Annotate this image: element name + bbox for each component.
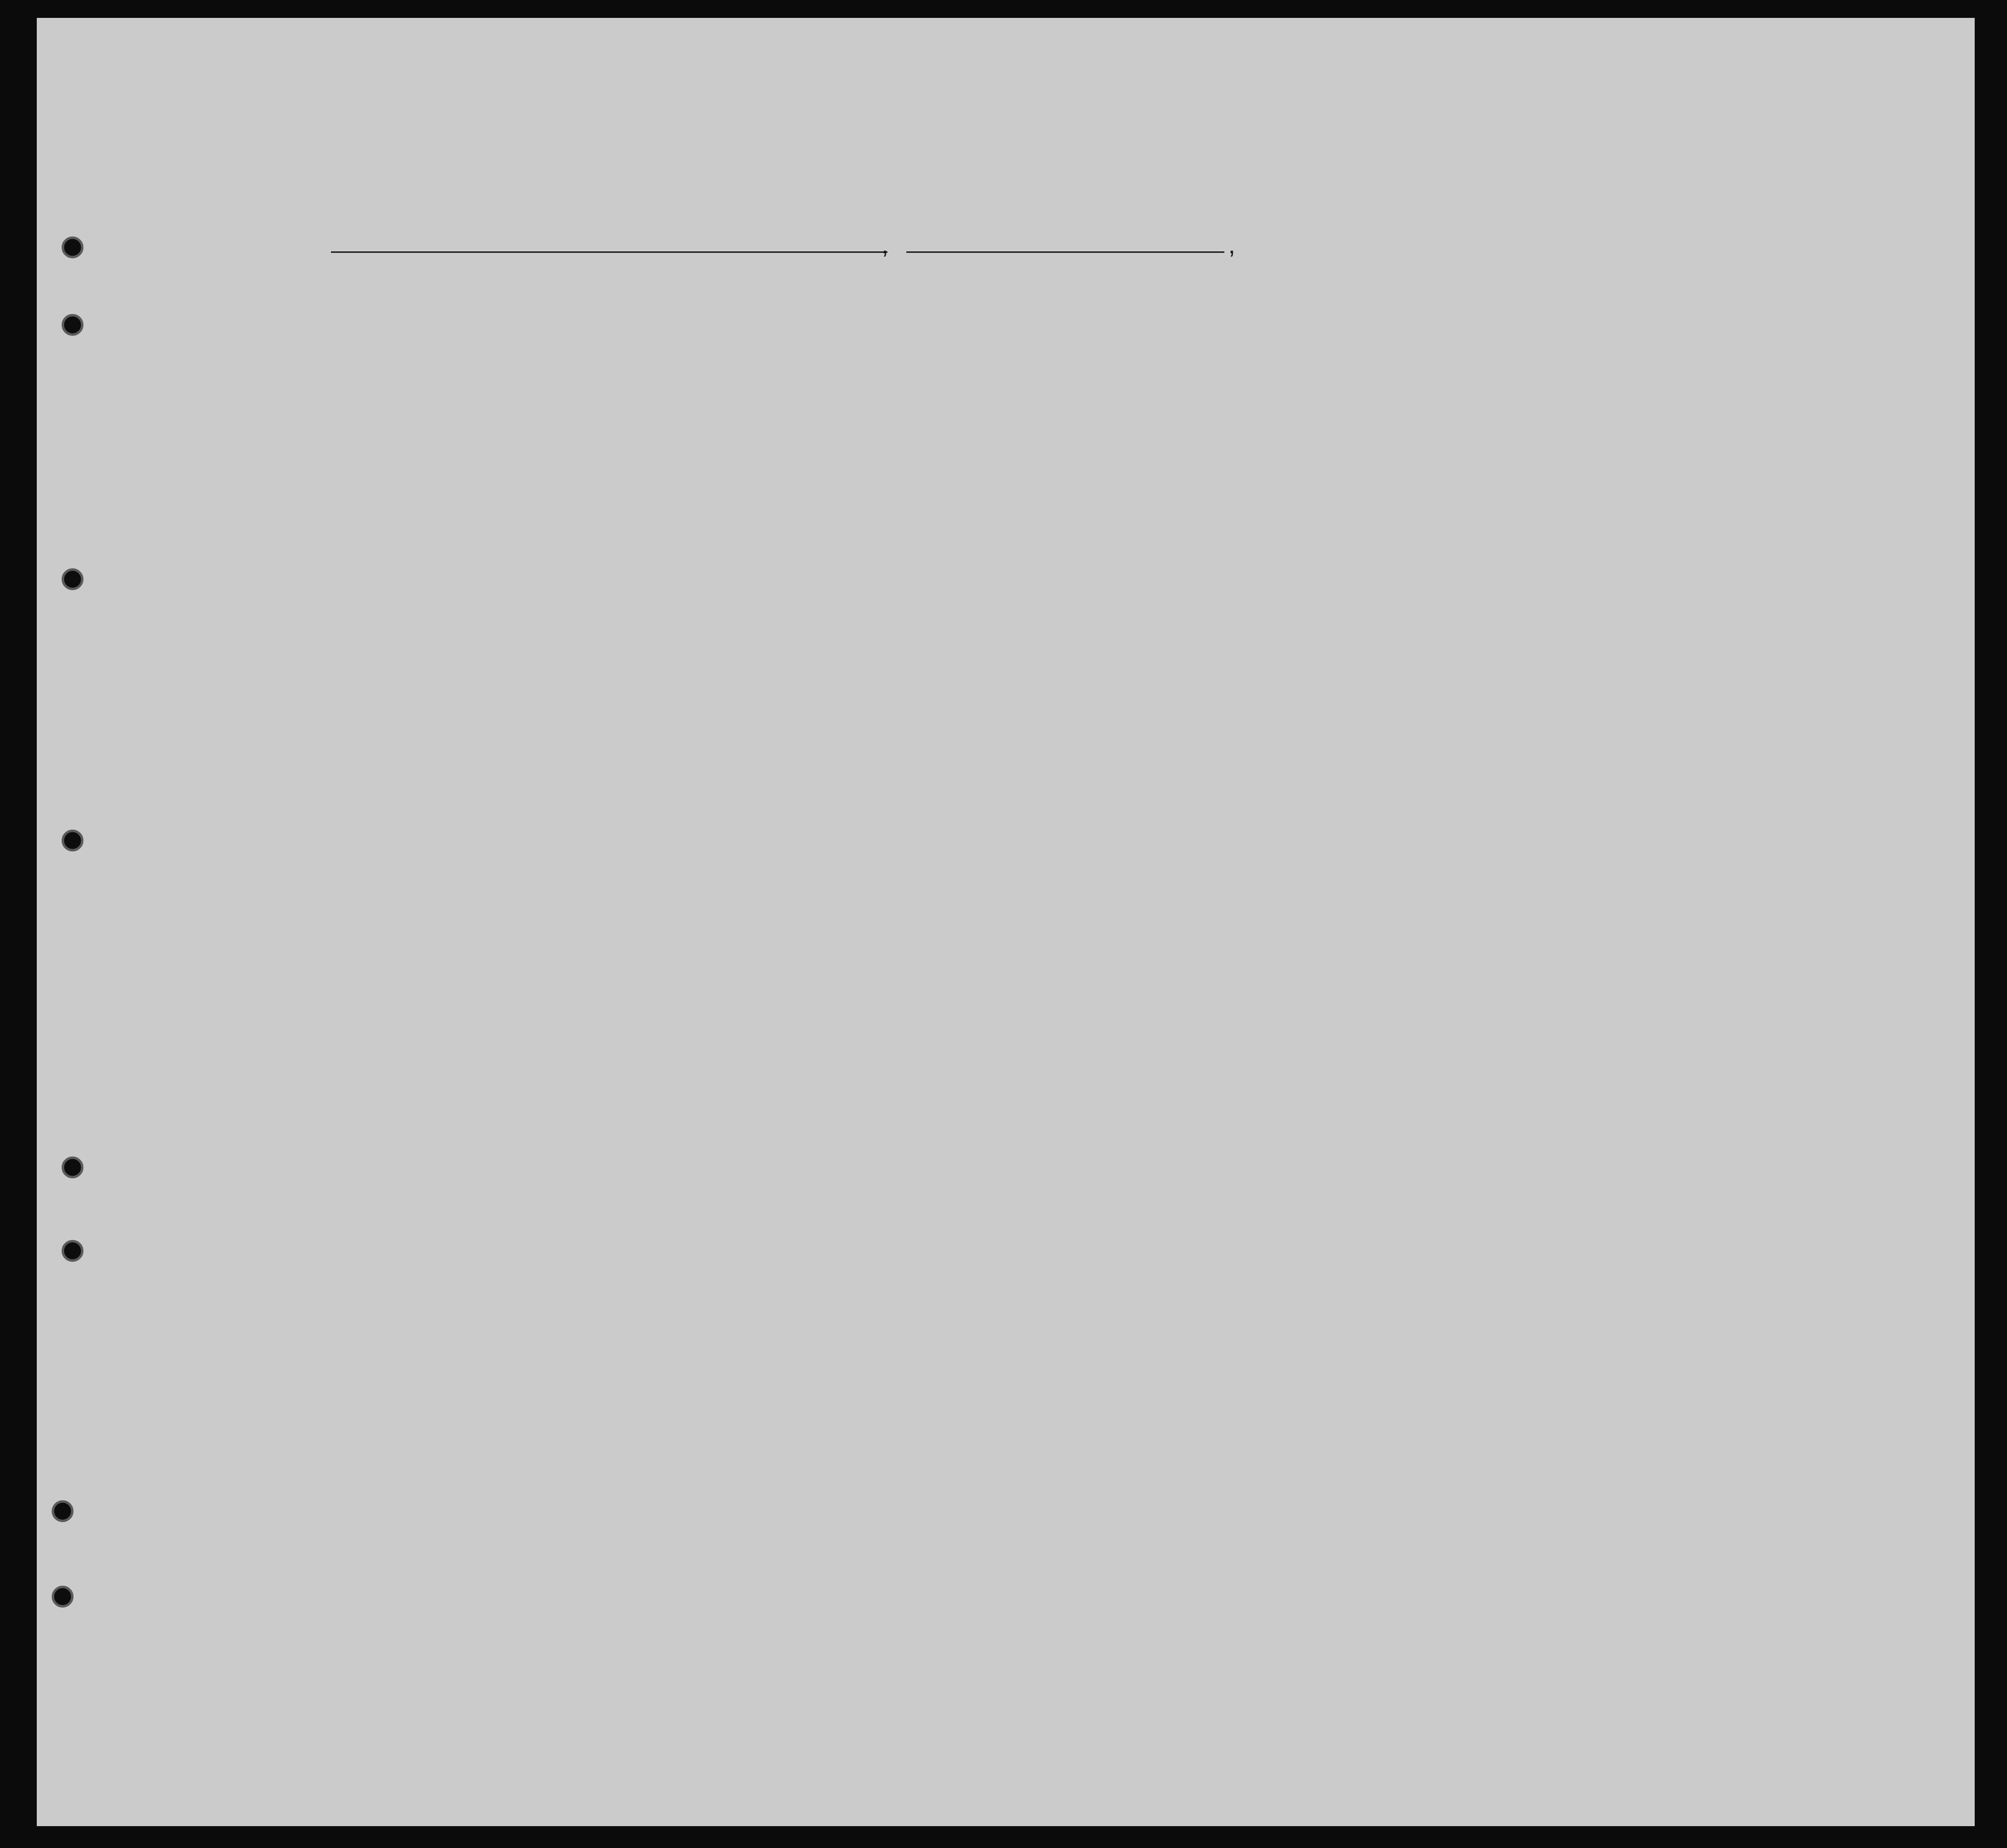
manifest-sheet [37, 18, 1975, 1826]
separator-comma: , [1228, 231, 1235, 259]
table-grid [37, 18, 1975, 1826]
separator-comma: , [882, 231, 888, 259]
